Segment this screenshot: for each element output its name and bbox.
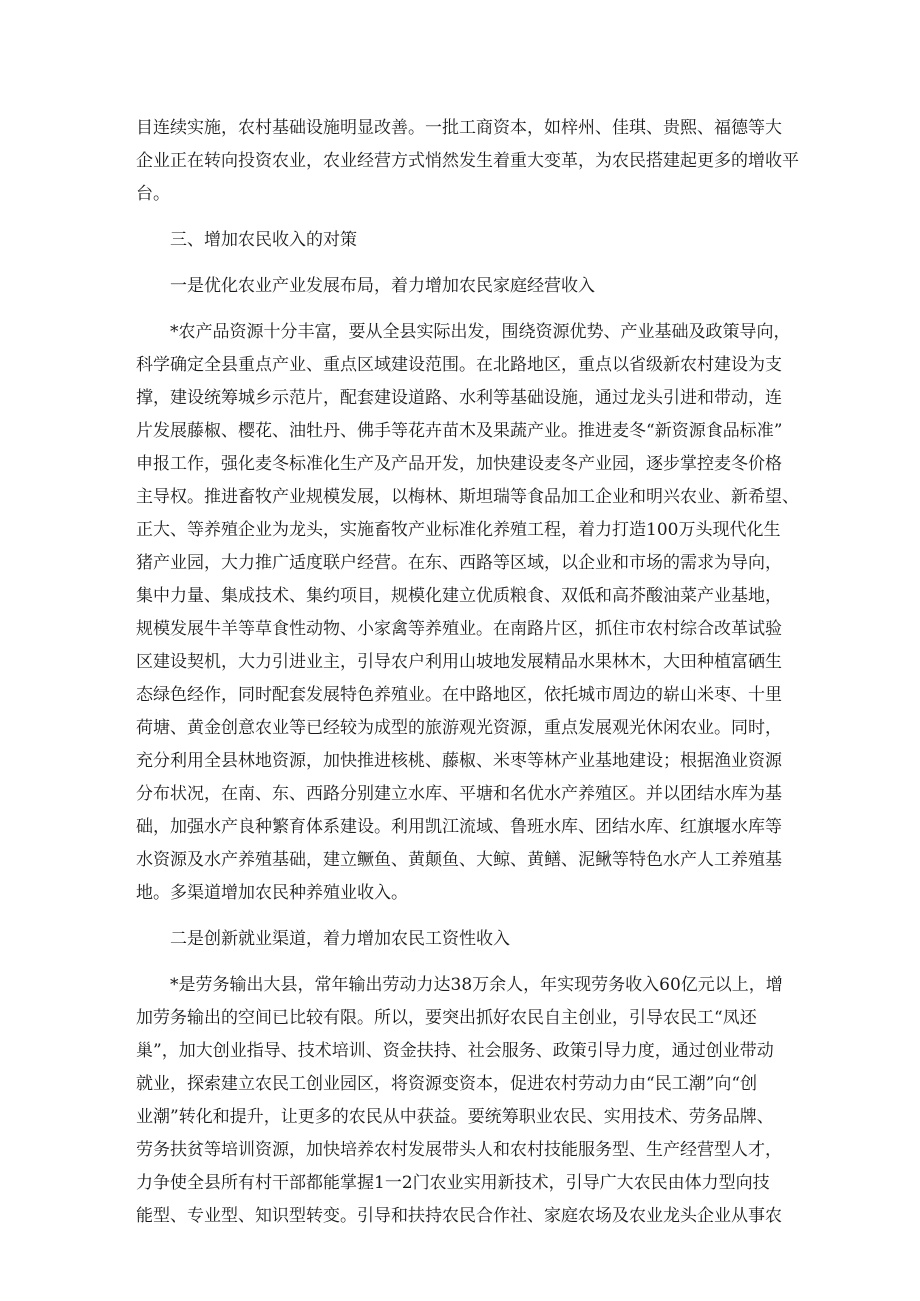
text-line: 分布状况，在南、东、西路分别建立水库、平塘和名优水产养殖区。并以团结水库为基 — [136, 784, 782, 804]
text-line: *农产品资源十分丰富，要从全县实际出发，围绕资源优势、产业基础及政策导向， — [170, 322, 791, 342]
text-line: 正大、等养殖企业为龙头，实施畜牧产业标准化养殖工程，着力打造100万头现代化生 — [136, 520, 781, 540]
paragraph-continuation — [136, 112, 799, 211]
text-line: 荷塘、黄金创意农业等已经较为成型的旅游观光资源，重点发展观光休闲农业。同时， — [136, 718, 782, 738]
heading-line: 三、增加农民收入的对策 — [170, 230, 357, 250]
text-line: 主导权。推进畜牧产业规模发展，以梅林、斯坦瑞等食品加工企业和明兴农业、新希望、 — [136, 487, 799, 507]
text-line: 就业，探索建立农民工创业园区，将资源变资本，促进农村劳动力由“民工潮”向“创 — [136, 1074, 758, 1094]
subsection-heading-1 — [136, 270, 796, 303]
text-line: 集中力量、集成技术、集约项目，规模化建立优质粮食、双低和高芥酸油菜产业基地， — [136, 586, 782, 606]
text-line: 加劳务输出的空间已比较有限。所以，要突出抓好农民自主创业，引导农民工“凤还 — [136, 1008, 757, 1028]
text-line: 撑，建设统筹城乡示范片，配套建设道路、水利等基础设施，通过龙头引进和带动，连 — [136, 388, 782, 408]
text-line: 力争使全县所有村干部都能掌握1一2门农业实用新技术，引导广大农民由体力型向技 — [136, 1173, 770, 1193]
paragraph-employment — [136, 969, 796, 1233]
heading-line: 二是创新就业渠道，着力增加农民工资性收入 — [170, 929, 510, 949]
text-line: 地。多渠道增加农民种养殖业收入。 — [136, 883, 408, 903]
text-line: 能型、专业型、知识型转变。引导和扶持农民合作社、家庭农场及农业龙头企业从事农 — [136, 1206, 782, 1226]
text-line: *是劳务输出大县，常年输出劳动力达38万余人，年实现劳务收入60亿元以上，增 — [170, 975, 783, 995]
section-heading — [136, 224, 796, 257]
text-line: 台。 — [136, 184, 170, 204]
heading-line: 一是优化农业产业发展布局，着力增加农民家庭经营收入 — [170, 276, 595, 296]
text-line: 态绿色经作，同时配套发展特色养殖业。在中路地区，依托城市周边的崭山米枣、十里 — [136, 685, 782, 705]
text-line: 规模发展牛羊等草食性动物、小家禽等养殖业。在南路片区，抓住市农村综合改革试验 — [136, 619, 782, 639]
text-line: 企业正在转向投资农业，农业经营方式悄然发生着重大变革，为农民搭建起更多的增收平 — [136, 151, 799, 171]
text-line: 充分利用全县林地资源，加快推进核桃、藤椒、米枣等林产业基地建设；根据渔业资源 — [136, 751, 782, 771]
text-line: 础，加强水产良种繁育体系建设。利用凯江流域、鲁班水库、团结水库、红旗堰水库等 — [136, 817, 782, 837]
text-line: 业潮”转化和提升，让更多的农民从中获益。要统筹职业农民、实用技术、劳务品牌、 — [136, 1107, 774, 1127]
text-line: 目连续实施，农村基础设施明显改善。一批工商资本，如梓州、佳琪、贵熙、福德等大 — [136, 118, 782, 138]
text-line: 片发展藤椒、樱花、油牡丹、佛手等花卉苗木及果蔬产业。推进麦冬“新资源食品标准” — [136, 421, 783, 441]
text-line: 猪产业园，大力推广适度联户经营。在东、西路等区域，以企业和市场的需求为导向， — [136, 553, 782, 573]
text-line: 劳务扶贫等培训资源，加快培养农村发展带头人和农村技能服务型、生产经营型人才， — [136, 1140, 782, 1160]
text-line: 区建设契机，大力引进业主，引导农户利用山坡地发展精品水果林木，大田种植富硒生 — [136, 652, 782, 672]
subsection-heading-2 — [136, 923, 796, 956]
paragraph-agriculture-layout — [136, 316, 799, 910]
text-line: 巢”，加大创业指导、技术培训、资金扶持、社会服务、政策引导力度，通过创业带动 — [136, 1041, 774, 1061]
text-line: 申报工作，强化麦冬标准化生产及产品开发，加快建设麦冬产业园，逐步掌控麦冬价格 — [136, 454, 782, 474]
text-line: 科学确定全县重点产业、重点区域建设范围。在北路地区，重点以省级新农村建设为支 — [136, 355, 782, 375]
text-line: 水资源及水产养殖基础，建立鳜鱼、黄颠鱼、大鲸、黄鳝、泥鳅等特色水产人工养殖基 — [136, 850, 782, 870]
document-page — [136, 112, 799, 1233]
